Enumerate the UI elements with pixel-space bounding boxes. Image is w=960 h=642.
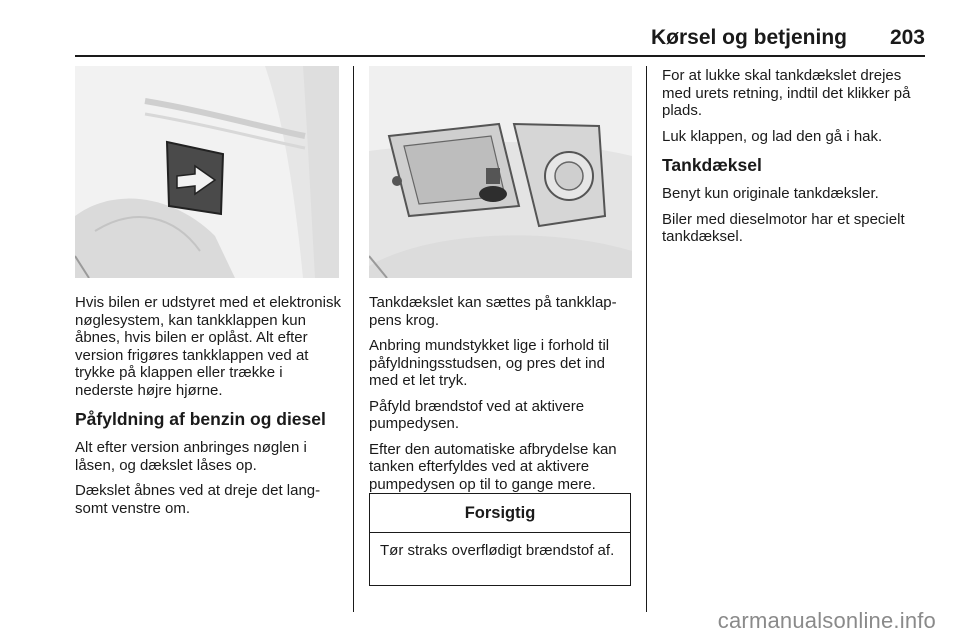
header-rule [75, 55, 925, 57]
section-heading-fuel-cap: Tankdæksel [662, 155, 762, 175]
open-fuel-flap-illustration [369, 66, 632, 278]
paragraph: Påfyld brændstof ved at aktivere pumpedysen. [369, 397, 585, 432]
paragraph: For at lukke skal tankdækslet drejes med urets retning, indtil det klikker på plads. [662, 67, 911, 119]
caution-box [369, 493, 631, 586]
column-3 [662, 67, 926, 254]
section-heading-refuelling: Påfyldning af benzin og diesel [75, 409, 326, 429]
paragraph: Biler med dieselmotor har et specielt tankdæksel. [662, 210, 905, 245]
paragraph: Alt efter version anbringes nøglen i låsen, og dækslet låses op. [75, 439, 307, 474]
page-title: Kørsel og betjening [650, 26, 847, 49]
paragraph: Tankdækslet kan sættes på tankklappens krog. [369, 294, 617, 329]
caution-title: Forsigtig [370, 494, 630, 533]
paragraph: Luk klappen, og lad den gå i hak. [662, 127, 883, 145]
column-1 [75, 294, 341, 525]
page-header [75, 26, 925, 52]
column-divider-2 [646, 66, 647, 612]
paragraph: Hvis bilen er udstyret med et elektronisk nøglesystem, kan tankklappen kun åbnes, hvis bilen er oplåst. Alt efter version frigøres tankklappen ved at trykke på klappen eller trække i nederste højre hjørne. [75, 294, 341, 399]
fuel-flap-illustration [75, 66, 339, 278]
paragraph: Anbring mundstykket lige i forhold til påfyldningsstudsen, og pres det ind med et let tryk. [369, 337, 610, 389]
paragraph: Benyt kun originale tankdæksler. [662, 185, 879, 202]
caution-text: Tør straks overflødigt brændstof af. [380, 542, 615, 559]
watermark: carmanualsonline.info [717, 608, 936, 633]
paragraph: Dækslet åbnes ved at dreje det langsomt venstre om. [75, 482, 321, 517]
page-number: 203 [889, 26, 925, 49]
column-divider-1 [353, 66, 354, 612]
column-2 [369, 294, 633, 501]
paragraph: Efter den automatiske afbrydelse kan tanken efterfyldes ved at aktivere pumpedysen op til to gange mere. [369, 440, 617, 493]
